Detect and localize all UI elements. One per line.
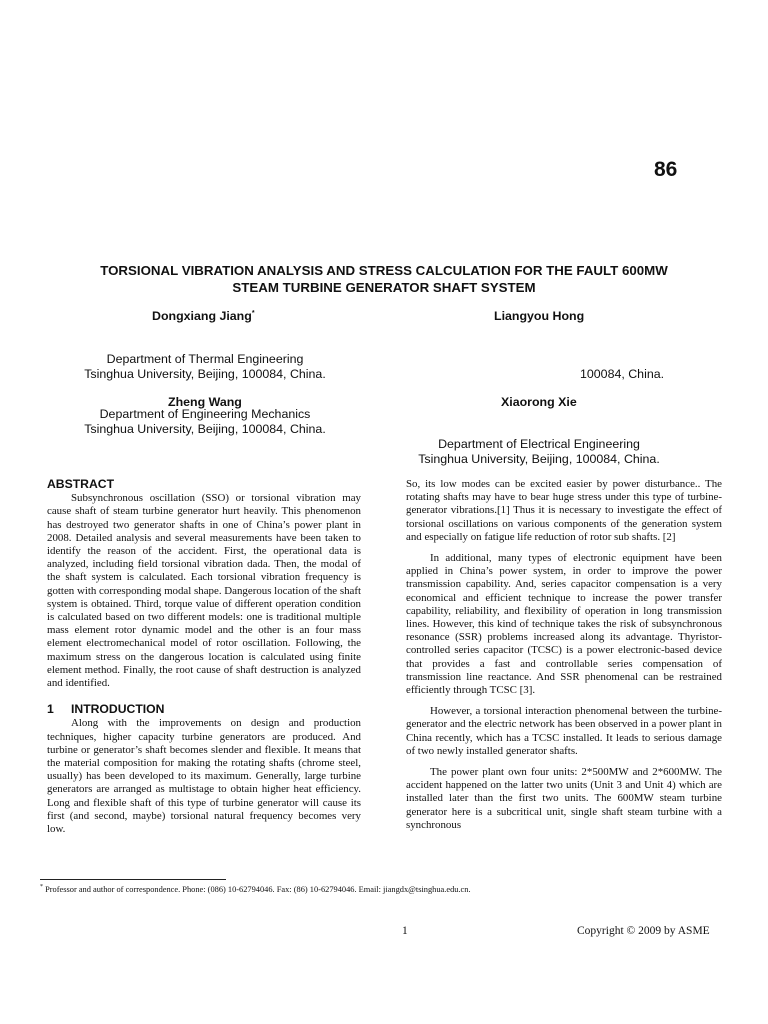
author-name: Dongxiang Jiang [152, 309, 252, 323]
paper-number: 86 [654, 158, 678, 181]
body-paragraph: However, a torsional interaction phenomenal between the turbine-generator and the electric network has been observed in a power plant in China recently, which has a TCSC installed. It leads to serious damage of two newly installed generator shafts. [406, 705, 722, 757]
introduction-heading [47, 703, 361, 716]
title-line-2: STEAM TURBINE GENERATOR SHAFT SYSTEM [232, 280, 536, 295]
abstract-text: Subsynchronous oscillation (SSO) or torsional vibration may cause shaft of steam turbine generator hurt heavily. This phenomenon has destroyed two generator shafts in one of China’s power plant in 2008. Detailed analysis and several measurements have been taken to identify the reason of the accident. First, the operational data is analyzed, including field torsional vibration dada. Then, the modal of the shaft system is calculated. Each torsional vibration frequency is gotten with corresponding modal shape. Dangerous location of the shaft system is obtained. Third, torque value of different operation condition is calculated based on two different models: one is traditional multiple mass element rotor dynamic model and the other is an four mass element electromechanical model of rotor oscillation. Following, the maximum stress on the dangerous location is calculated using finite element method. Finally, the root cause of shaft destruction is analyzed and identified. [47, 492, 361, 690]
right-column [406, 478, 722, 832]
footnote-text: Professor and author of correspondence. Phone: (086) 10-62794046. Fax: (86) 10-62794046. Email: jiangdx@tsinghua.edu.cn. [45, 884, 471, 894]
footnote-mark: * [40, 884, 43, 890]
affiliation-mechanics [60, 407, 350, 437]
university: Tsinghua University, Beijing, 100084, China. [418, 452, 660, 466]
affiliation-thermal [60, 352, 350, 382]
section-title: INTRODUCTION [71, 702, 165, 717]
body-paragraph: So, its low modes can be excited easier by power disturbance.. The rotating shafts may have to bear huge stress under this type of turbine-generator vibrations.[1] Thus it is necessary to investigate the effect of torsional oscillations on various components of the generation system and especially on fatigue life reduction of rotor sub shafts. [2] [406, 478, 722, 543]
author-mark: * [251, 309, 255, 317]
page-number: 1 [402, 925, 408, 937]
author-hong: Liangyou Hong [494, 309, 585, 323]
title-line-1: TORSIONAL VIBRATION ANALYSIS AND STRESS CALCULATION FOR THE FAULT 600MW [100, 263, 668, 278]
abstract-heading: ABSTRACT [47, 477, 115, 491]
author-wang: Zheng Wang [168, 395, 242, 409]
body-paragraph: The power plant own four units: 2*500MW and 2*600MW. The accident happened on the latter two units (Unit 3 and Unit 4) which are installed later than the first two units. The 600MW steam turbine generator here is a subcritical unit, single shaft steam turbine with a synchronous [406, 766, 722, 831]
section-number: 1 [47, 702, 54, 717]
department: Department of Electrical Engineering [438, 437, 640, 451]
footnote-rule [40, 879, 226, 880]
university: Tsinghua University, Beijing, 100084, China. [84, 367, 326, 381]
left-column [47, 478, 361, 836]
university: Tsinghua University, Beijing, 100084, China. [84, 422, 326, 436]
affiliation-hong-fragment: 100084, China. [580, 367, 665, 381]
paper-title [40, 262, 728, 296]
author-jiang [152, 309, 255, 323]
body-paragraph: In additional, many types of electronic equipment have been applied in China’s power system, in order to improve the power transmission capability. And, series capacitor compensation is a very economical and efficient technique to increase the power transfer capability, reliability, and flexibility of operation in long transmission lines. However, this kind of technique takes the risk of subsynchronous resonance (SSR) problems increased along its advantage. Thyristor-controlled series capacitor (TCSC) is a power electronic-based device that provides a fast and controllable series compensation of transmission line reactance. And SSR phenomenal can be restrained efficiently through TCSC [3]. [406, 552, 722, 697]
affiliation-electrical [394, 437, 684, 467]
department: Department of Engineering Mechanics [99, 407, 311, 421]
copyright: Copyright © 2009 by ASME [577, 925, 710, 937]
department: Department of Thermal Engineering [106, 352, 304, 366]
author-xie: Xiaorong Xie [501, 395, 577, 409]
introduction-paragraph: Along with the improvements on design and production techniques, higher capacity turbine generators are produced. And turbine or generator’s shaft becomes slender and flexible. It means that the material composition for making the rotating shafts (chrome steel, usually) has been developed to its maximum. Generally, large turbine generators are arranged as multistage to obtain higher heat efficiency. Long and flexible shaft of this type of turbine generator will cause its first (and second, maybe) torsional natural frequency becomes very low. [47, 717, 361, 836]
footnote [40, 884, 471, 894]
